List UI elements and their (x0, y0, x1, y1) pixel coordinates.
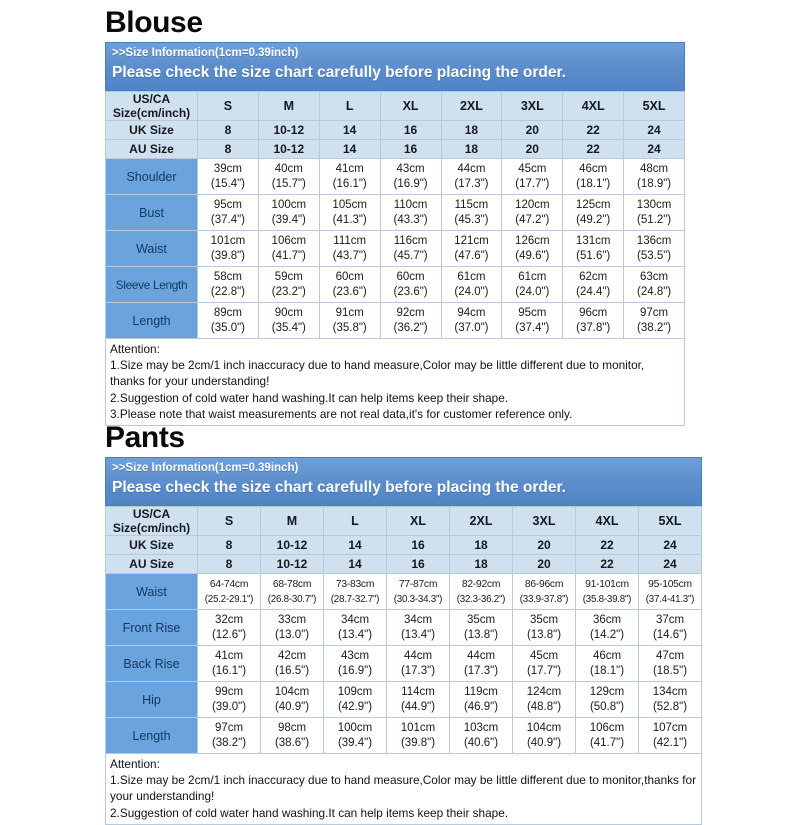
header-size-l: L (324, 507, 387, 536)
cell-back-rise-3xl: 45cm (17.7") (513, 646, 576, 682)
table-header-row (106, 507, 702, 536)
cell-sleeve-s: 58cm (22.8") (198, 267, 259, 303)
cell-length-s: 89cm (35.0") (198, 303, 259, 339)
cell-front-rise-l: 34cm (13.4") (324, 610, 387, 646)
header-size-xl: XL (380, 92, 441, 121)
cell-waist-4xl: 131cm (51.6") (563, 231, 624, 267)
au-size-s: 8 (198, 140, 259, 159)
au-size-4xl: 22 (563, 140, 624, 159)
cell-front-rise-xl: 34cm (13.4") (387, 610, 450, 646)
header-size-s: S (198, 92, 259, 121)
cell-hip-3xl: 124cm (48.8") (513, 682, 576, 718)
blouse-section (105, 6, 685, 426)
cell-length-3xl: 104cm (40.9") (513, 718, 576, 754)
cell-length-s: 97cm (38.2") (198, 718, 261, 754)
header-label-line2: Size(cm/inch) (112, 106, 191, 120)
cell-back-rise-2xl: 44cm (17.3") (450, 646, 513, 682)
header-size-5xl: 5XL (639, 507, 702, 536)
cell-length-m: 90cm (35.4") (258, 303, 319, 339)
uk-size-4xl: 22 (563, 121, 624, 140)
header-size-3xl: 3XL (513, 507, 576, 536)
cell-front-rise-4xl: 36cm (14.2") (576, 610, 639, 646)
cell-sleeve-4xl: 62cm (24.4") (563, 267, 624, 303)
header-label-line2: Size(cm/inch) (112, 521, 191, 535)
cell-shoulder-4xl: 46cm (18.1") (563, 159, 624, 195)
header-size-s: S (198, 507, 261, 536)
cell-length-l: 91cm (35.8") (319, 303, 380, 339)
uk-size-l: 14 (319, 121, 380, 140)
pants-attention-block (105, 754, 702, 825)
cell-length-m: 98cm (38.6") (261, 718, 324, 754)
pants-section (105, 421, 702, 825)
row-label-length: Length (106, 718, 198, 754)
au-size-m: 10-12 (258, 140, 319, 159)
table-row (106, 231, 685, 267)
header-label-cell (106, 507, 198, 536)
au-size-3xl: 20 (513, 555, 576, 574)
uk-size-row (106, 121, 685, 140)
header-size-2xl: 2XL (450, 507, 513, 536)
au-size-label: AU Size (106, 555, 198, 574)
cell-hip-m: 104cm (40.9") (261, 682, 324, 718)
cell-length-5xl: 97cm (38.2") (624, 303, 685, 339)
au-size-label: AU Size (106, 140, 198, 159)
cell-waist-m: 68-78cm (26.8-30.7") (261, 574, 324, 610)
cell-length-3xl: 95cm (37.4") (502, 303, 563, 339)
cell-waist-5xl: 95-105cm (37.4-41.3") (639, 574, 702, 610)
cell-waist-3xl: 86-96cm (33.9-37.8") (513, 574, 576, 610)
uk-size-5xl: 24 (624, 121, 685, 140)
uk-size-row (106, 536, 702, 555)
attention-line-2: 2.Suggestion of cold water hand washing.It can help items keep their shape. (110, 390, 509, 405)
pants-banner-subtitle: >>Size Information(1cm=0.39inch) (112, 462, 299, 474)
cell-bust-m: 100cm (39.4") (258, 195, 319, 231)
header-size-m: M (261, 507, 324, 536)
cell-sleeve-3xl: 61cm (24.0") (502, 267, 563, 303)
uk-size-xl: 16 (380, 121, 441, 140)
table-row (106, 195, 685, 231)
cell-front-rise-2xl: 35cm (13.8") (450, 610, 513, 646)
cell-length-2xl: 94cm (37.0") (441, 303, 502, 339)
uk-size-3xl: 20 (502, 121, 563, 140)
cell-shoulder-xl: 43cm (16.9") (380, 159, 441, 195)
au-size-5xl: 24 (639, 555, 702, 574)
cell-back-rise-m: 42cm (16.5") (261, 646, 324, 682)
cell-front-rise-s: 32cm (12.6") (198, 610, 261, 646)
cell-hip-2xl: 119cm (46.9") (450, 682, 513, 718)
uk-size-2xl: 18 (450, 536, 513, 555)
cell-length-xl: 101cm (39.8") (387, 718, 450, 754)
uk-size-s: 8 (198, 121, 259, 140)
row-label-shoulder: Shoulder (106, 159, 198, 195)
cell-bust-5xl: 130cm (51.2") (624, 195, 685, 231)
uk-size-2xl: 18 (441, 121, 502, 140)
au-size-4xl: 22 (576, 555, 639, 574)
cell-length-4xl: 96cm (37.8") (563, 303, 624, 339)
uk-size-4xl: 22 (576, 536, 639, 555)
cell-sleeve-l: 60cm (23.6") (319, 267, 380, 303)
cell-waist-3xl: 126cm (49.6") (502, 231, 563, 267)
uk-size-m: 10-12 (261, 536, 324, 555)
cell-back-rise-4xl: 46cm (18.1") (576, 646, 639, 682)
cell-waist-2xl: 82-92cm (32.3-36.2") (450, 574, 513, 610)
header-label-cell (106, 92, 198, 121)
au-size-l: 14 (324, 555, 387, 574)
au-size-5xl: 24 (624, 140, 685, 159)
au-size-2xl: 18 (450, 555, 513, 574)
cell-front-rise-3xl: 35cm (13.8") (513, 610, 576, 646)
cell-back-rise-xl: 44cm (17.3") (387, 646, 450, 682)
cell-bust-l: 105cm (41.3") (319, 195, 380, 231)
table-row (106, 646, 702, 682)
cell-waist-4xl: 91-101cm (35.8-39.8") (576, 574, 639, 610)
blouse-size-table (105, 91, 685, 339)
row-label-bust: Bust (106, 195, 198, 231)
row-label-waist: Waist (106, 231, 198, 267)
cell-shoulder-5xl: 48cm (18.9") (624, 159, 685, 195)
cell-front-rise-m: 33cm (13.0") (261, 610, 324, 646)
pants-size-table (105, 506, 702, 754)
cell-back-rise-l: 43cm (16.9") (324, 646, 387, 682)
cell-length-4xl: 106cm (41.7") (576, 718, 639, 754)
cell-hip-4xl: 129cm (50.8") (576, 682, 639, 718)
au-size-2xl: 18 (441, 140, 502, 159)
row-label-waist: Waist (106, 574, 198, 610)
row-label-hip: Hip (106, 682, 198, 718)
cell-bust-s: 95cm (37.4") (198, 195, 259, 231)
cell-length-2xl: 103cm (40.6") (450, 718, 513, 754)
uk-size-3xl: 20 (513, 536, 576, 555)
au-size-xl: 16 (380, 140, 441, 159)
cell-hip-5xl: 134cm (52.8") (639, 682, 702, 718)
header-size-4xl: 4XL (576, 507, 639, 536)
uk-size-label: UK Size (106, 121, 198, 140)
cell-bust-3xl: 120cm (47.2") (502, 195, 563, 231)
cell-shoulder-3xl: 45cm (17.7") (502, 159, 563, 195)
blouse-attention-block (105, 339, 685, 426)
cell-waist-s: 101cm (39.8") (198, 231, 259, 267)
uk-size-label: UK Size (106, 536, 198, 555)
table-row (106, 574, 702, 610)
au-size-row (106, 555, 702, 574)
au-size-m: 10-12 (261, 555, 324, 574)
cell-waist-5xl: 136cm (53.5") (624, 231, 685, 267)
uk-size-m: 10-12 (258, 121, 319, 140)
cell-waist-m: 106cm (41.7") (258, 231, 319, 267)
header-size-5xl: 5XL (624, 92, 685, 121)
table-row (106, 159, 685, 195)
attention-line-2: 2.Suggestion of cold water hand washing.It can help items keep their shape. (110, 805, 509, 820)
au-size-3xl: 20 (502, 140, 563, 159)
cell-length-l: 100cm (39.4") (324, 718, 387, 754)
blouse-banner (105, 42, 685, 91)
cell-back-rise-5xl: 47cm (18.5") (639, 646, 702, 682)
cell-waist-l: 73-83cm (28.7-32.7") (324, 574, 387, 610)
header-size-l: L (319, 92, 380, 121)
cell-waist-xl: 116cm (45.7") (380, 231, 441, 267)
cell-waist-2xl: 121cm (47.6") (441, 231, 502, 267)
attention-heading: Attention: (110, 342, 160, 356)
uk-size-xl: 16 (387, 536, 450, 555)
blouse-title: Blouse (105, 6, 203, 39)
cell-bust-2xl: 115cm (45.3") (441, 195, 502, 231)
cell-waist-l: 111cm (43.7") (319, 231, 380, 267)
attention-heading: Attention: (110, 757, 160, 771)
uk-size-l: 14 (324, 536, 387, 555)
cell-bust-4xl: 125cm (49.2") (563, 195, 624, 231)
cell-length-xl: 92cm (36.2") (380, 303, 441, 339)
pants-title: Pants (105, 421, 185, 454)
table-row (106, 610, 702, 646)
cell-bust-xl: 110cm (43.3") (380, 195, 441, 231)
cell-hip-l: 109cm (42.9") (324, 682, 387, 718)
header-size-3xl: 3XL (502, 92, 563, 121)
uk-size-s: 8 (198, 536, 261, 555)
cell-hip-xl: 114cm (44.9") (387, 682, 450, 718)
header-size-xl: XL (387, 507, 450, 536)
attention-line-3: 3.Please note that waist measurements are not real data,it's for customer reference only. (110, 406, 573, 421)
row-label-sleeve-length: Sleeve Length (106, 267, 198, 303)
header-label-line1: US/CA (132, 92, 171, 106)
cell-shoulder-m: 40cm (15.7") (258, 159, 319, 195)
blouse-banner-subtitle: >>Size Information(1cm=0.39inch) (112, 47, 299, 59)
header-size-4xl: 4XL (563, 92, 624, 121)
cell-sleeve-5xl: 63cm (24.8") (624, 267, 685, 303)
cell-sleeve-xl: 60cm (23.6") (380, 267, 441, 303)
header-label-line1: US/CA (132, 507, 171, 521)
au-size-s: 8 (198, 555, 261, 574)
row-label-front-rise: Front Rise (106, 610, 198, 646)
au-size-xl: 16 (387, 555, 450, 574)
cell-shoulder-2xl: 44cm (17.3") (441, 159, 502, 195)
pants-banner (105, 457, 702, 506)
au-size-row (106, 140, 685, 159)
uk-size-5xl: 24 (639, 536, 702, 555)
table-header-row (106, 92, 685, 121)
cell-front-rise-5xl: 37cm (14.6") (639, 610, 702, 646)
cell-back-rise-s: 41cm (16.1") (198, 646, 261, 682)
header-size-2xl: 2XL (441, 92, 502, 121)
cell-shoulder-s: 39cm (15.4") (198, 159, 259, 195)
row-label-length: Length (106, 303, 198, 339)
table-row (106, 718, 702, 754)
row-label-back-rise: Back Rise (106, 646, 198, 682)
header-size-m: M (258, 92, 319, 121)
cell-waist-s: 64-74cm (25.2-29.1") (198, 574, 261, 610)
attention-line-1: 1.Size may be 2cm/1 inch inaccuracy due to hand measure,Color may be little different due to monitor,thanks for your understanding! (110, 773, 697, 804)
table-row (106, 682, 702, 718)
cell-shoulder-l: 41cm (16.1") (319, 159, 380, 195)
cell-sleeve-2xl: 61cm (24.0") (441, 267, 502, 303)
cell-length-5xl: 107cm (42.1") (639, 718, 702, 754)
table-row (106, 303, 685, 339)
pants-banner-message: Please check the size chart carefully before placing the order. (112, 479, 566, 496)
cell-sleeve-m: 59cm (23.2") (258, 267, 319, 303)
attention-line-1: 1.Size may be 2cm/1 inch inaccuracy due to hand measure,Color may be little different due to monitor, thanks for your understanding! (110, 358, 645, 389)
table-row (106, 267, 685, 303)
cell-waist-xl: 77-87cm (30.3-34.3") (387, 574, 450, 610)
blouse-banner-message: Please check the size chart carefully before placing the order. (112, 64, 566, 81)
cell-hip-s: 99cm (39.0") (198, 682, 261, 718)
au-size-l: 14 (319, 140, 380, 159)
